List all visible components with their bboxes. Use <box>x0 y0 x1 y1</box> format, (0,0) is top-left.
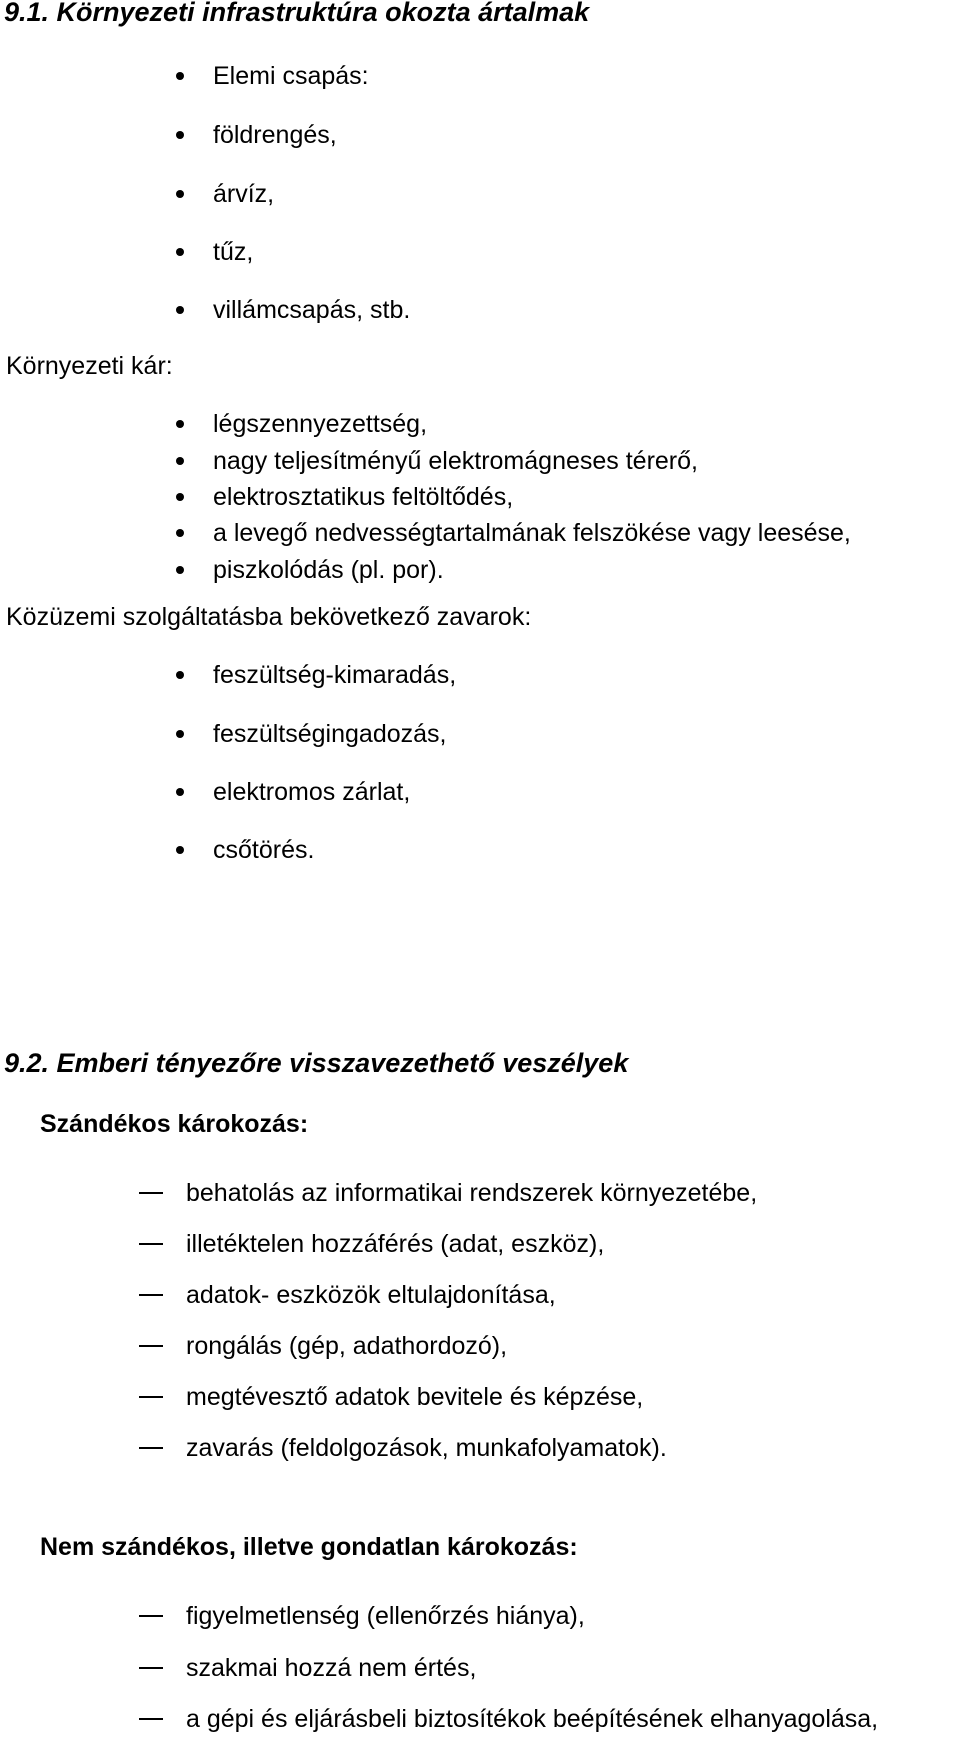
bullet-icon <box>176 493 184 501</box>
section-title-9-1: 9.1. Környezeti infrastruktúra okozta ártalmak <box>4 0 590 27</box>
dash-icon <box>139 1447 163 1449</box>
list-item: szakmai hozzá nem értés, <box>186 1654 477 1682</box>
bullet-icon <box>176 671 184 679</box>
bullet-icon <box>176 457 184 465</box>
list-item: rongálás (gép, adathordozó), <box>186 1332 508 1360</box>
list-item: elektromos zárlat, <box>213 778 411 806</box>
section-title-9-2: 9.2. Emberi tényezőre visszavezethető veszélyek <box>4 1048 629 1078</box>
list-item: tűz, <box>213 238 254 266</box>
list-item: illetéktelen hozzáférés (adat, eszköz), <box>186 1230 605 1258</box>
bullet-icon <box>176 730 184 738</box>
list-item: villámcsapás, stb. <box>213 296 411 324</box>
utility-disruption-label: Közüzemi szolgáltatásba bekövetkező zavarok: <box>6 603 532 631</box>
list-item: zavarás (feldolgozások, munkafolyamatok). <box>186 1434 667 1462</box>
dash-icon <box>139 1718 163 1720</box>
list-item: figyelmetlenség (ellenőrzés hiánya), <box>186 1602 585 1630</box>
list-item: légszennyezettség, <box>213 410 428 438</box>
list-item: megtévesztő adatok bevitele és képzése, <box>186 1383 644 1411</box>
list-item: adatok- eszközök eltulajdonítása, <box>186 1281 556 1309</box>
list-item: feszültségingadozás, <box>213 720 447 748</box>
list-item: a gépi és eljárásbeli biztosítékok beépítésének elhanyagolása, <box>186 1705 879 1733</box>
bullet-icon <box>176 72 184 80</box>
bullet-icon <box>176 306 184 314</box>
bullet-icon <box>176 420 184 428</box>
bullet-icon <box>176 788 184 796</box>
bullet-icon <box>176 248 184 256</box>
list-item: feszültség-kimaradás, <box>213 661 457 689</box>
list-item: árvíz, <box>213 180 275 208</box>
bullet-icon <box>176 131 184 139</box>
list-item: behatolás az informatikai rendszerek környezetébe, <box>186 1179 758 1207</box>
bullet-icon <box>176 566 184 574</box>
dash-icon <box>139 1615 163 1617</box>
list-item: csőtörés. <box>213 836 315 864</box>
unintentional-damage-heading: Nem szándékos, illetve gondatlan károkozás: <box>40 1533 578 1561</box>
environmental-damage-label: Környezeti kár: <box>6 352 173 380</box>
list-item: elektrosztatikus feltöltődés, <box>213 483 514 511</box>
bullet-icon <box>176 529 184 537</box>
dash-icon <box>139 1294 163 1296</box>
list-item: Elemi csapás: <box>213 62 369 90</box>
dash-icon <box>139 1396 163 1398</box>
list-item: piszkolódás (pl. por). <box>213 556 444 584</box>
dash-icon <box>139 1667 163 1669</box>
dash-icon <box>139 1243 163 1245</box>
list-item: nagy teljesítményű elektromágneses térerő, <box>213 447 698 475</box>
intentional-damage-heading: Szándékos károkozás: <box>40 1110 309 1138</box>
bullet-icon <box>176 190 184 198</box>
list-item: a levegő nedvességtartalmának felszökése vagy leesése, <box>213 519 851 547</box>
dash-icon <box>139 1192 163 1194</box>
bullet-icon <box>176 846 184 854</box>
dash-icon <box>139 1345 163 1347</box>
list-item: földrengés, <box>213 121 337 149</box>
